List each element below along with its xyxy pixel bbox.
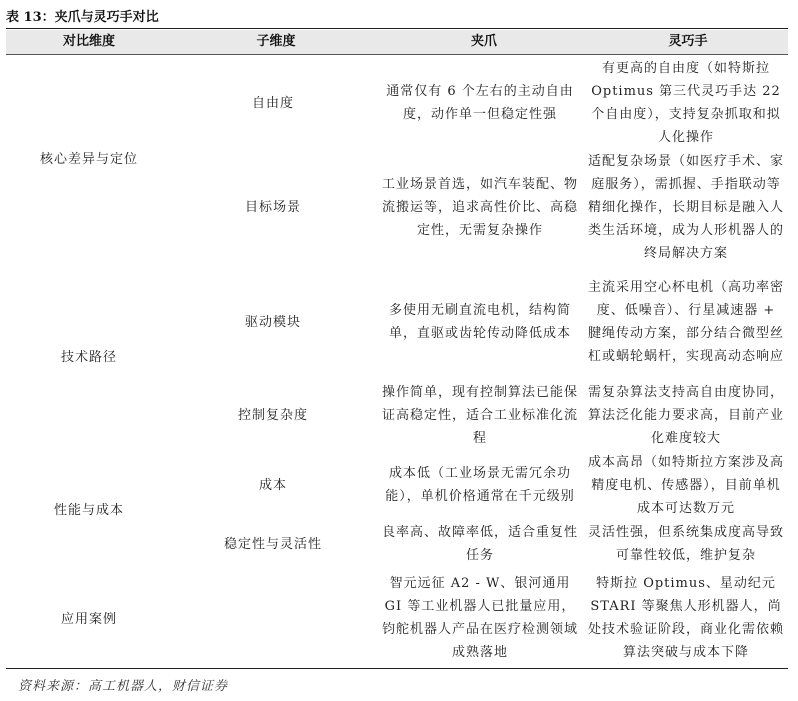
gripper-cell: 多使用无刷直流电机，结构简单，直驱或齿轮传动降低成本 [388,303,571,341]
subdimension-cell: 驱动模块 [244,314,301,330]
hand-cell: 灵活性强，但系统集成度高导致可靠性较低，维护复杂 [588,525,785,563]
hand-cell: 成本高昂（如特斯拉方案涉及高精度电机、传感器），目前单机成本可达数万元 [588,454,785,516]
group-cell: 技术路径 [60,349,117,365]
top-rule [6,28,788,29]
subdimension-cell: 目标场景 [244,199,301,215]
hand-cell: 适配复杂场景（如医疗手术、家庭服务），需抓握、手指联动等精细化操作，长期目标是融入人类生活环境，成为人形机器人的终局解决方案 [588,153,785,261]
source-note: 资料来源：高工机器人，财信证券 [18,679,229,694]
group-cell: 核心差异与定位 [39,151,138,167]
hand-cell: 主流采用空心杯电机（高功率密度、低噪音）、行星减速器 + 腱绳传动方案，部分结合微型丝杠或蜗轮蜗杆，实现高动态响应 [588,280,785,364]
gripper-cell: 成本低（工业场景无需冗余功能），单机价格通常在千元级别 [385,466,575,504]
group-cell: 性能与成本 [53,502,124,518]
header-subdimension: 子维度 [256,34,296,49]
subdimension-cell: 成本 [258,477,287,493]
header-gripper: 夹爪 [470,34,497,49]
table-header [6,30,788,55]
header-dexterous-hand: 灵巧手 [668,34,708,49]
bottom-rule [6,668,788,669]
header-dimension: 对比维度 [62,34,115,49]
group-cell: 应用案例 [60,611,117,627]
subdimension-cell: 自由度 [251,95,294,111]
table-caption: 表 13：夹爪与灵巧手对比 [6,10,159,25]
hand-cell: 需复杂算法支持高自由度协同，算法泛化能力要求高，目前产业化难度较大 [588,384,785,446]
subdimension-cell: 控制复杂度 [237,407,308,423]
subdimension-cell: 稳定性与灵活性 [223,536,322,552]
hand-cell: 特斯拉 Optimus、星动纪元 STARI 等聚焦人形机器人，尚处技术验证阶段，商业化需依赖算法突破与成本下降 [588,576,785,660]
hand-cell: 有更高的自由度（如特斯拉 Optimus 第三代灵巧手达 22 个自由度），支持复杂抓取和拟人化操作 [591,61,781,145]
gripper-cell: 智元远征 A2 - W、银河通用 GI 等工业机器人已批量应用，钧舵机器人产品在医疗检测领域成熟落地 [382,576,579,660]
gripper-cell: 操作简单，现有控制算法已能保证高稳定性，适合工业标准化流程 [382,384,579,446]
gripper-cell: 工业场景首选，如汽车装配、物流搬运等，追求高性价比、高稳定性，无需复杂操作 [382,176,579,238]
gripper-cell: 通常仅有 6 个左右的主动自由度，动作单一但稳定性强 [386,84,574,122]
gripper-cell: 良率高、故障率低，适合重复性任务 [382,525,579,563]
